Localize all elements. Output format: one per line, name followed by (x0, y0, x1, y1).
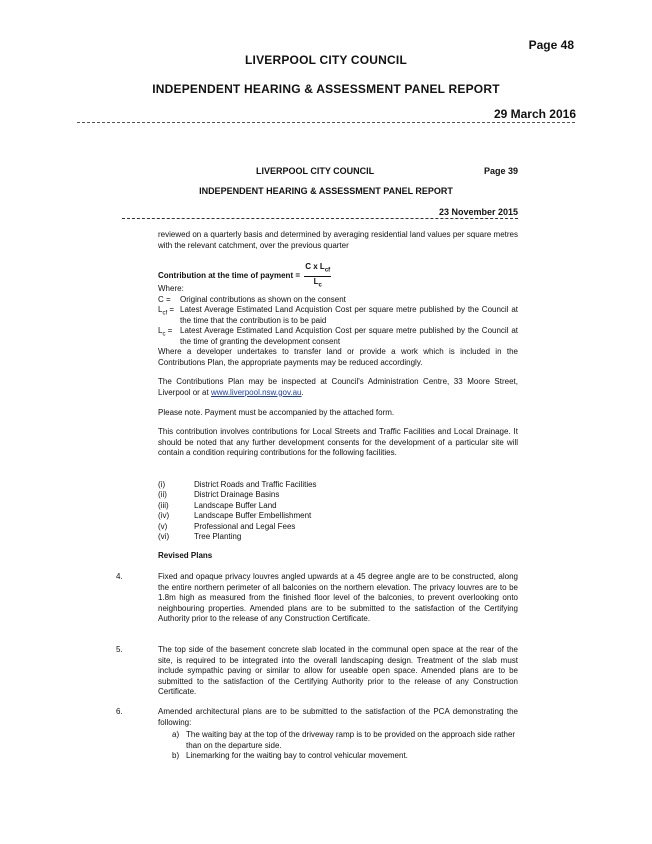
where-label: Where: (158, 284, 184, 293)
revised-plans-heading: Revised Plans (158, 551, 213, 560)
condition-4 (116, 572, 518, 625)
list-item: a) The waiting bay at the top of the driveway ramp is to be provided on the approach side rather than on the departure side. (172, 730, 516, 750)
payment-note: Please note. Payment must be accompanied by the attached form. (158, 408, 395, 417)
legend-description: Original contributions as shown on the consent (180, 294, 346, 304)
list-item: (iv) Landscape Buffer Embellishment (158, 511, 312, 521)
inner-header-divider (122, 218, 518, 219)
inspection-paragraph: The Contributions Plan may be inspected at Council's Administration Centre, 33 Moore Street, Liverpool or at www.liverpool.nsw.gov.au. (158, 377, 518, 397)
condition-text: Fixed and opaque privacy louvres angled upwards at a 45 degree angle are to be constructed, along the entire northern perimeter of all balconies on the northern elevation. The privacy louvres are to be 1.8m high as measured from the finished floor level of the balconies, to prevent overlooking onto neighbouring properties. Amended plans are to be submitted to the satisfaction of the Certifying Authority prior to the release of any Construction Certificate. (158, 572, 518, 623)
facilities-list (158, 480, 408, 542)
outer-council-name: LIVERPOOL CITY COUNCIL (245, 53, 407, 67)
contribution-paragraph: This contribution involves contributions for Local Streets and Traffic Facilities and Local Drainage. It should be noted that any further development consents for the development of a particular site will contain a condition requiring contributions for the following facilities. (158, 427, 518, 457)
legend-row (158, 326, 518, 347)
intro-paragraph: reviewed on a quarterly basis and determined by averaging residential land values per square metres with the relevant catchment, over the previous quarter (158, 230, 518, 250)
condition-text: Amended architectural plans are to be submitted to the satisfaction of the PCA demonstrating the following: (158, 707, 518, 727)
inner-page-number: Page 39 (483, 166, 518, 176)
legend-symbol: C = (158, 294, 171, 304)
legend-description: Latest Average Estimated Land Acquistion Cost per square metre published by the Council at the time that the contribution is to be paid (180, 305, 518, 325)
outer-report-title: INDEPENDENT HEARING & ASSESSMENT PANEL REPORT (152, 82, 500, 96)
outer-report-date: 29 March 2016 (493, 107, 576, 121)
condition-number: 4. (116, 572, 123, 581)
inner-council-name: LIVERPOOL CITY COUNCIL (256, 166, 375, 176)
council-website-link[interactable]: www.liverpool.nsw.gov.au (210, 387, 302, 397)
list-item: (v) Professional and Legal Fees (158, 521, 296, 531)
list-item: (ii) District Drainage Basins (158, 490, 280, 500)
condition-5 (116, 645, 518, 698)
outer-header-divider (77, 122, 575, 123)
formula-legend (158, 284, 518, 368)
legend-description: Latest Average Estimated Land Acquistion Cost per square metre published by the Council at the time of granting the development consent (180, 326, 518, 346)
condition-6 (116, 707, 518, 728)
list-item: (vi) Tree Planting (158, 532, 242, 542)
legend-symbol: $L_{cf}$ = (158, 305, 175, 317)
legend-symbol: $L_c$ = (158, 326, 173, 338)
outer-page-number: Page 48 (528, 38, 574, 52)
condition-number: 6. (116, 707, 123, 716)
list-item: (i) District Roads and Traffic Facilities (158, 480, 317, 489)
condition-6-items (172, 730, 518, 762)
list-item: (iii) Landscape Buffer Land (158, 500, 277, 510)
inner-report-title: INDEPENDENT HEARING & ASSESSMENT PANEL REPORT (199, 186, 453, 196)
legend-row (158, 305, 518, 326)
inner-report-date: 23 November 2015 (438, 207, 518, 217)
formula-label: Contribution at the time of payment = (158, 271, 301, 281)
formula-numerator: C x $L_{cf}$ (304, 262, 331, 277)
condition-text: The top side of the basement concrete slab located in the communal open space at the rear of the site, is required to be integrated into the overall landscaping design. Treatment of the slab must include sympathic paving or similar to allow for useable open space. Amended plans are to be submitted to the satisfaction of the Certifying Authority prior to the release of any Construction Certificate. (158, 645, 518, 696)
developer-paragraph: Where a developer undertakes to transfer land or provide a work which is included in the Contributions Plan, the appropriate payments may be reduced accordingly. (158, 347, 518, 367)
condition-number: 5. (116, 645, 123, 654)
formula-denominator: $L_c$ (313, 276, 322, 289)
legend-row (158, 295, 518, 306)
list-item: b) Linemarking for the waiting bay to control vehicular movement. (172, 751, 408, 760)
